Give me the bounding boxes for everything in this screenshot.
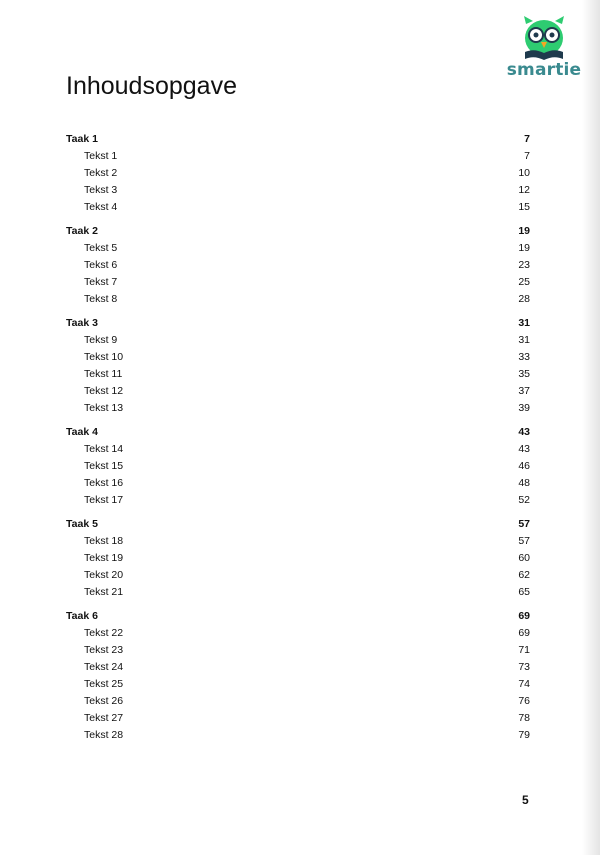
toc-entry-label: Tekst 13: [84, 401, 124, 414]
toc-section-label: Taak 5: [66, 517, 98, 530]
toc-section: [66, 607, 530, 743]
toc-section: [66, 423, 530, 508]
toc-entry-label: Tekst 23: [84, 643, 124, 656]
toc-section-page: 57: [518, 517, 530, 530]
toc-entry-label: Tekst 5: [84, 241, 118, 254]
toc-entry-row[interactable]: [66, 624, 530, 641]
toc-entry-page: 62: [518, 568, 530, 581]
smartie-logo: [508, 14, 580, 86]
toc-entry-label: Tekst 3: [84, 183, 118, 196]
toc-section: [66, 130, 530, 215]
brand-name: smartie: [506, 60, 582, 80]
toc-entry-label: Tekst 11: [84, 367, 123, 380]
toc-entry-row[interactable]: [66, 491, 530, 508]
toc-entry-label: Tekst 27: [84, 711, 124, 724]
toc-entry-label: Tekst 19: [84, 551, 124, 564]
toc-section-label: Taak 2: [66, 224, 98, 237]
toc-entry-row[interactable]: [66, 709, 530, 726]
toc-entry-page: 60: [518, 551, 530, 564]
toc-entry-page: 7: [524, 149, 530, 162]
toc-entry-page: 48: [518, 476, 530, 489]
toc-section: [66, 314, 530, 416]
toc-section-page: 31: [518, 316, 530, 329]
toc-entry-label: Tekst 26: [84, 694, 124, 707]
toc-entry-row[interactable]: [66, 164, 530, 181]
toc-entry-label: Tekst 2: [84, 166, 118, 179]
toc-entry-row[interactable]: [66, 147, 530, 164]
toc-section-row[interactable]: [66, 423, 530, 440]
toc-entry-row[interactable]: [66, 675, 530, 692]
toc-entry-row[interactable]: [66, 348, 530, 365]
toc-section-page: 19: [518, 224, 530, 237]
toc-entry-page: 15: [518, 200, 530, 213]
toc-section: [66, 515, 530, 600]
toc-section-label: Taak 6: [66, 609, 98, 622]
toc-entry-page: 46: [518, 459, 530, 472]
toc-entry-page: 73: [518, 660, 530, 673]
toc-entry-page: 33: [518, 350, 530, 363]
toc-entry-row[interactable]: [66, 198, 530, 215]
toc-entry-page: 43: [518, 442, 530, 455]
toc-entry-label: Tekst 7: [84, 275, 118, 288]
toc-entry-label: Tekst 15: [84, 459, 124, 472]
toc-entry-label: Tekst 24: [84, 660, 124, 673]
toc-entry-label: Tekst 16: [84, 476, 124, 489]
toc-entry-row[interactable]: [66, 440, 530, 457]
toc-entry-row[interactable]: [66, 273, 530, 290]
toc-entry-label: Tekst 17: [84, 493, 124, 506]
toc-entry-page: 57: [518, 534, 530, 547]
toc-entry-page: 23: [518, 258, 530, 271]
toc-entry-label: Tekst 22: [84, 626, 124, 639]
toc-entry-page: 71: [518, 643, 530, 656]
toc-entry-row[interactable]: [66, 181, 530, 198]
toc-entry-label: Tekst 4: [84, 200, 118, 213]
toc-entry-row[interactable]: [66, 256, 530, 273]
toc-entry-row[interactable]: [66, 549, 530, 566]
toc-entry-row[interactable]: [66, 566, 530, 583]
toc-entry-row[interactable]: [66, 290, 530, 307]
toc-entry-page: 76: [518, 694, 530, 707]
toc-entry-page: 52: [518, 493, 530, 506]
toc-entry-row[interactable]: [66, 583, 530, 600]
toc-entry-label: Tekst 9: [84, 333, 118, 346]
toc-section: [66, 222, 530, 307]
toc-entry-page: 28: [518, 292, 530, 305]
toc-entry-page: 37: [518, 384, 530, 397]
toc-entry-page: 12: [518, 183, 530, 196]
toc-entry-label: Tekst 1: [84, 149, 118, 162]
toc-entry-label: Tekst 18: [84, 534, 124, 547]
toc-entry-row[interactable]: [66, 239, 530, 256]
toc-section-row[interactable]: [66, 130, 530, 147]
table-of-contents: [66, 130, 530, 750]
page-number: 5: [522, 793, 529, 807]
toc-entry-row[interactable]: [66, 641, 530, 658]
owl-icon: [516, 14, 572, 62]
page-title: Inhoudsopgave: [66, 72, 237, 100]
toc-entry-row[interactable]: [66, 457, 530, 474]
toc-entry-row[interactable]: [66, 532, 530, 549]
toc-entry-page: 78: [518, 711, 530, 724]
toc-section-label: Taak 1: [66, 132, 98, 145]
toc-entry-page: 79: [518, 728, 530, 741]
toc-section-page: 7: [524, 132, 530, 145]
toc-entry-page: 10: [518, 166, 530, 179]
toc-entry-page: 19: [518, 241, 530, 254]
toc-entry-row[interactable]: [66, 692, 530, 709]
toc-entry-page: 39: [518, 401, 530, 414]
toc-section-row[interactable]: [66, 314, 530, 331]
toc-entry-page: 74: [518, 677, 530, 690]
toc-entry-row[interactable]: [66, 331, 530, 348]
toc-section-label: Taak 4: [66, 425, 98, 438]
toc-entry-label: Tekst 8: [84, 292, 118, 305]
toc-section-row[interactable]: [66, 515, 530, 532]
toc-entry-label: Tekst 21: [84, 585, 124, 598]
toc-entry-page: 65: [518, 585, 530, 598]
toc-entry-page: 69: [518, 626, 530, 639]
toc-entry-label: Tekst 20: [84, 568, 124, 581]
toc-section-page: 69: [518, 609, 530, 622]
toc-entry-page: 25: [518, 275, 530, 288]
toc-entry-row[interactable]: [66, 474, 530, 491]
toc-section-label: Taak 3: [66, 316, 98, 329]
toc-section-row[interactable]: [66, 222, 530, 239]
toc-entry-label: Tekst 25: [84, 677, 124, 690]
toc-entry-label: Tekst 14: [84, 442, 124, 455]
page-edge-shadow: [582, 0, 600, 855]
toc-entry-row[interactable]: [66, 399, 530, 416]
toc-entry-row[interactable]: [66, 382, 530, 399]
toc-entry-page: 31: [518, 333, 530, 346]
toc-entry-row[interactable]: [66, 365, 530, 382]
toc-section-row[interactable]: [66, 607, 530, 624]
toc-entry-page: 35: [518, 367, 530, 380]
toc-entry-row[interactable]: [66, 658, 530, 675]
toc-entry-label: Tekst 6: [84, 258, 118, 271]
toc-entry-row[interactable]: [66, 726, 530, 743]
toc-entry-label: Tekst 12: [84, 384, 124, 397]
toc-entry-label: Tekst 28: [84, 728, 124, 741]
toc-entry-label: Tekst 10: [84, 350, 124, 363]
toc-section-page: 43: [518, 425, 530, 438]
